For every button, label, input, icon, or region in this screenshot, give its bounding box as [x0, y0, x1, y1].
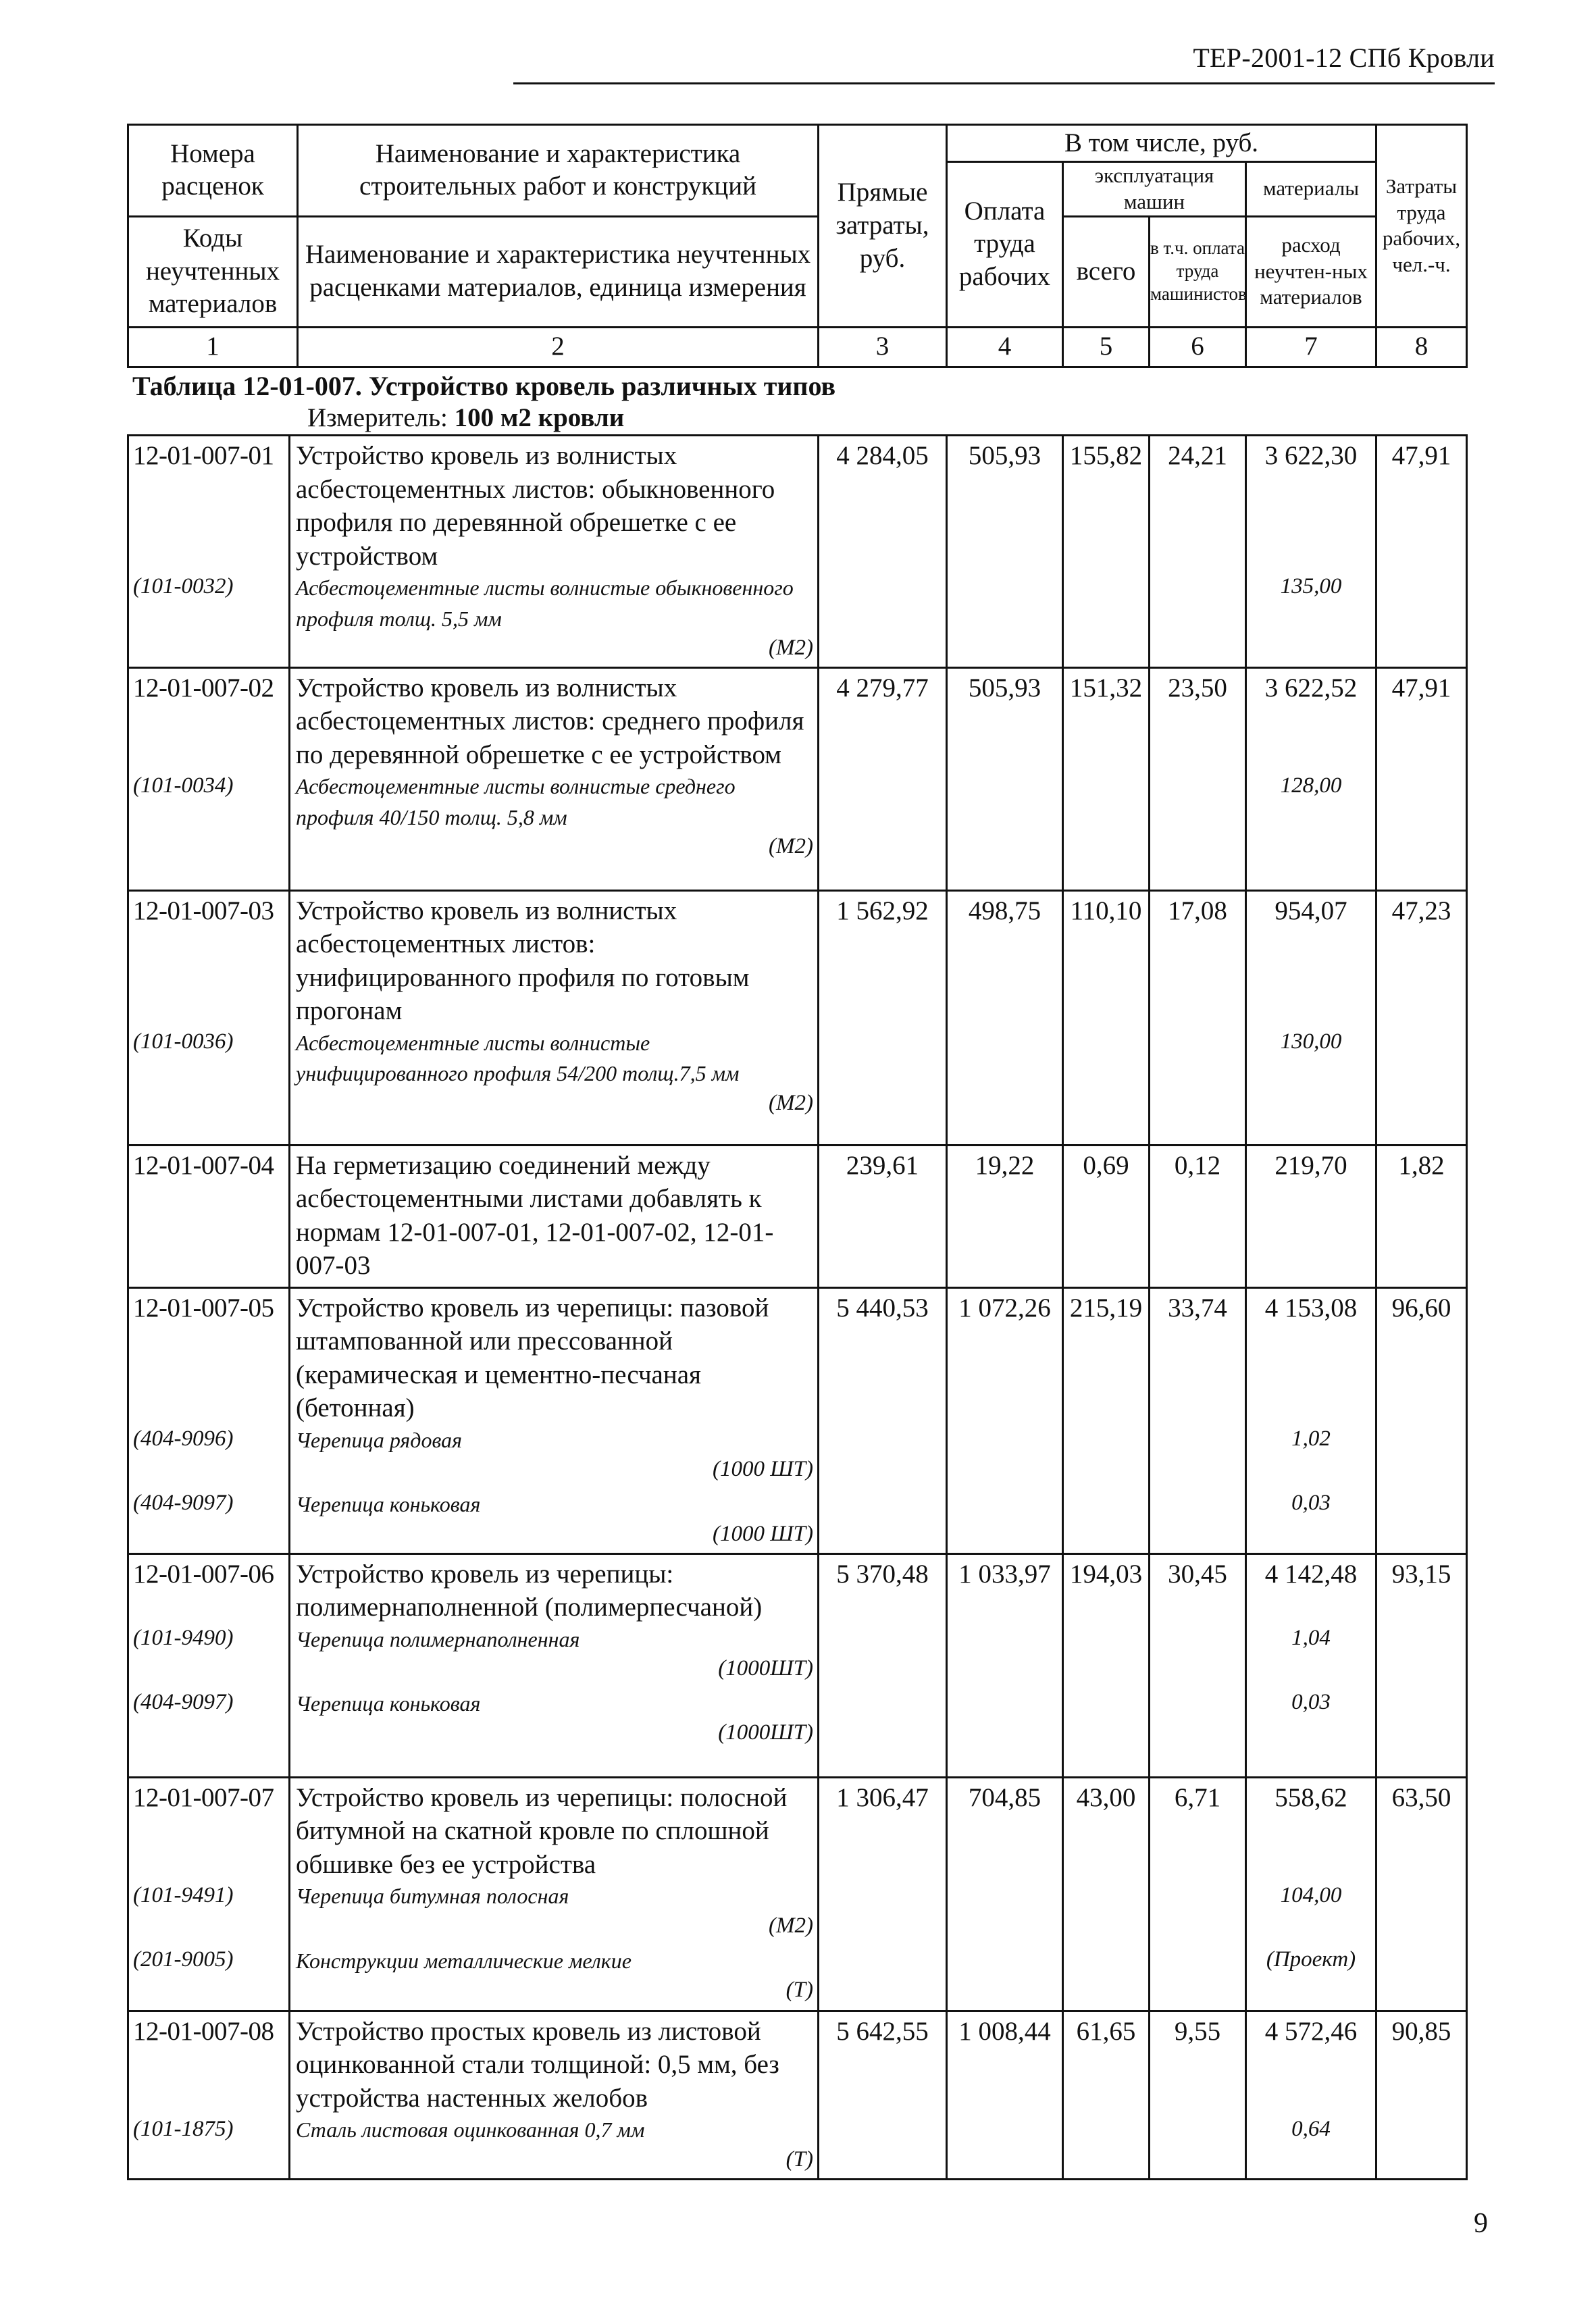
rate-row	[128, 2011, 1467, 2179]
value-v6	[1150, 667, 1246, 890]
value-v8	[1376, 436, 1467, 668]
rate-code: 12-01-007-06	[133, 1559, 274, 1589]
rate-row	[128, 436, 1467, 668]
cell-value: 90,85	[1391, 2016, 1451, 2046]
value-v8	[1376, 1553, 1467, 1777]
material-code: (404-9096)	[133, 1426, 234, 1451]
material-code: (101-0032)	[133, 574, 234, 598]
rate-row	[128, 1777, 1467, 2011]
rate-code-cell	[128, 436, 290, 668]
header-machines-operators: в т.ч. оплата труда машинистов	[1150, 216, 1246, 327]
cell-value: 47,91	[1391, 441, 1451, 470]
cell-value: 110,10	[1070, 896, 1142, 925]
cell-value: 194,03	[1069, 1559, 1143, 1589]
rate-code: 12-01-007-02	[133, 673, 274, 702]
material-quantity: 135,00	[1280, 574, 1342, 598]
rate-code-cell	[128, 1777, 290, 2011]
unit-label: Измеритель:	[307, 403, 448, 432]
cell-value: 6,71	[1174, 1782, 1221, 1812]
cell-value: 239,61	[846, 1150, 919, 1180]
material-name: Черепица коньковая	[296, 1691, 481, 1716]
rate-code: 12-01-007-03	[133, 896, 274, 925]
value-v5	[1063, 1553, 1150, 1777]
rate-description: Устройство кровель из волнистых асбестоцементных листов: унифицированного профиля по готовым прогонам	[296, 896, 750, 1026]
cell-value: 0,12	[1174, 1150, 1221, 1180]
value-v7	[1246, 1553, 1376, 1777]
value-v8	[1376, 667, 1467, 890]
value-v3	[819, 2011, 947, 2179]
rate-description-cell	[290, 1287, 819, 1553]
value-v6	[1150, 1145, 1246, 1287]
cell-value: 215,19	[1069, 1293, 1143, 1322]
table-unit	[307, 403, 624, 433]
rate-description-cell	[290, 1145, 819, 1287]
material-code: (404-9097)	[133, 1689, 234, 1714]
value-v3	[819, 436, 947, 668]
value-v4	[947, 1145, 1063, 1287]
cell-value: 19,22	[975, 1150, 1035, 1180]
cell-value: 558,62	[1275, 1782, 1347, 1812]
cell-value: 43,00	[1076, 1782, 1136, 1812]
value-v7	[1246, 1287, 1376, 1553]
material-name: Асбестоцементные листы волнистые среднего профиля 40/150 толщ. 5,8 мм	[296, 774, 736, 829]
header-materials: материалы	[1246, 162, 1376, 217]
value-v8	[1376, 890, 1467, 1145]
value-v7	[1246, 436, 1376, 668]
rate-description-cell	[290, 890, 819, 1145]
header-machines-total: всего	[1063, 216, 1150, 327]
rate-description-cell	[290, 2011, 819, 2179]
rate-description: Устройство кровель из черепицы: полимернаполненной (полимерпесчаной)	[296, 1559, 763, 1622]
material-name: Асбестоцементные листы волнистые обыкновенного профиля толщ. 5,5 мм	[296, 575, 794, 631]
rate-code: 12-01-007-07	[133, 1782, 274, 1812]
material-unit: (1000 ШТ)	[713, 1457, 813, 1482]
value-v7	[1246, 890, 1376, 1145]
header-col1-bottom: Коды неучтенных материалов	[128, 216, 298, 327]
value-v5	[1063, 890, 1150, 1145]
cell-value: 1 033,97	[958, 1559, 1051, 1589]
cell-value: 47,23	[1391, 896, 1451, 925]
header-col2-bottom: Наименование и характеристика неучтенных расценками материалов, единица измерения	[298, 216, 819, 327]
cell-value: 61,65	[1076, 2016, 1136, 2046]
value-v6	[1150, 1287, 1246, 1553]
material-code: (101-0034)	[133, 773, 234, 798]
material-unit: (М2)	[769, 635, 813, 660]
rate-code: 12-01-007-05	[133, 1293, 274, 1322]
material-unit: (Т)	[786, 1977, 813, 2002]
col-number: 6	[1150, 327, 1246, 367]
cell-value: 1 562,92	[836, 896, 929, 925]
cell-value: 30,45	[1168, 1559, 1227, 1589]
rate-code: 12-01-007-04	[133, 1150, 274, 1180]
material-unit: (М2)	[769, 1913, 813, 1938]
col-number: 1	[128, 327, 298, 367]
rate-description: На герметизацию соединений между асбестоцементными листами добавлять к нормам 12-01-007-01, 12-01-007-02, 12-01-007-03	[296, 1150, 774, 1281]
rate-row	[128, 1287, 1467, 1553]
header-col2-top: Наименование и характеристика строительных работ и конструкций	[298, 125, 819, 217]
value-v4	[947, 1287, 1063, 1553]
cell-value: 5 642,55	[836, 2016, 929, 2046]
cell-value: 219,70	[1275, 1150, 1347, 1180]
cell-value: 33,74	[1168, 1293, 1227, 1322]
rate-code: 12-01-007-08	[133, 2016, 274, 2046]
table-title: Таблица 12-01-007. Устройство кровель различных типов	[132, 371, 836, 401]
value-v4	[947, 1777, 1063, 2011]
rate-description: Устройство простых кровель из листовой оцинкованной стали толщиной: 0,5 мм, без устройства настенных желобов	[296, 2016, 779, 2113]
rate-description: Устройство кровель из волнистых асбестоцементных листов: среднего профиля по деревянной обрешетке с ее устройством	[296, 673, 804, 769]
material-quantity: 0,64	[1291, 2116, 1331, 2141]
material-code: (101-0036)	[133, 1029, 234, 1054]
material-quantity: 130,00	[1280, 1029, 1342, 1054]
value-v6	[1150, 1553, 1246, 1777]
material-name: Асбестоцементные листы волнистые унифицированного профиля 54/200 толщ.7,5 мм	[296, 1030, 740, 1086]
rate-code: 12-01-007-01	[133, 441, 274, 470]
value-v3	[819, 667, 947, 890]
page-number: 9	[1474, 2208, 1488, 2239]
material-name: Сталь листовая оцинкованная 0,7 мм	[296, 2117, 645, 2142]
value-v6	[1150, 890, 1246, 1145]
material-unit: (1000ШТ)	[718, 1720, 813, 1745]
cell-value: 505,93	[968, 673, 1041, 702]
material-name: Черепица коньковая	[296, 1492, 481, 1517]
material-quantity: 1,02	[1291, 1426, 1331, 1451]
value-v4	[947, 667, 1063, 890]
cell-value: 4 572,46	[1264, 2016, 1358, 2046]
rate-code-cell	[128, 667, 290, 890]
col-number: 8	[1376, 327, 1467, 367]
value-v7	[1246, 2011, 1376, 2179]
rate-description: Устройство кровель из черепицы: полосной битумной на скатной кровле по сплошной обшивке без ее устройства	[296, 1782, 788, 1879]
material-unit: (М2)	[769, 1090, 813, 1115]
material-quantity: 0,03	[1291, 1689, 1331, 1714]
material-code: (101-1875)	[133, 2116, 234, 2141]
material-code: (101-9490)	[133, 1625, 234, 1650]
value-v3	[819, 890, 947, 1145]
cell-value: 3 622,30	[1264, 441, 1358, 470]
value-v4	[947, 2011, 1063, 2179]
col-number: 3	[819, 327, 947, 367]
value-v6	[1150, 2011, 1246, 2179]
cell-value: 4 284,05	[836, 441, 929, 470]
rate-code-cell	[128, 1553, 290, 1777]
value-v4	[947, 1553, 1063, 1777]
rate-row	[128, 1145, 1467, 1287]
value-v5	[1063, 1287, 1150, 1553]
material-code: (404-9097)	[133, 1490, 234, 1515]
rate-row	[128, 1553, 1467, 1777]
material-name: Конструкции металлические мелкие	[296, 1948, 632, 1973]
value-v3	[819, 1287, 947, 1553]
col-number: 7	[1246, 327, 1376, 367]
cell-value: 1 306,47	[836, 1782, 929, 1812]
cell-value: 1,82	[1398, 1150, 1445, 1180]
rate-row	[128, 890, 1467, 1145]
material-quantity: 0,03	[1291, 1490, 1331, 1515]
value-v5	[1063, 2011, 1150, 2179]
rate-description-cell	[290, 1777, 819, 2011]
cell-value: 3 622,52	[1264, 673, 1358, 702]
material-name: Черепица битумная полосная	[296, 1884, 569, 1909]
value-v5	[1063, 1145, 1150, 1287]
cell-value: 63,50	[1391, 1782, 1451, 1812]
header-including: В том числе, руб.	[947, 125, 1376, 162]
cell-value: 17,08	[1168, 896, 1227, 925]
material-unit: (1000ШТ)	[718, 1656, 813, 1681]
header-labor-pay: Оплата труда рабочих	[947, 162, 1063, 328]
cell-value: 4 142,48	[1264, 1559, 1358, 1589]
rate-code-cell	[128, 2011, 290, 2179]
value-v8	[1376, 1777, 1467, 2011]
value-v7	[1246, 1777, 1376, 2011]
value-v8	[1376, 1287, 1467, 1553]
header-col1-top: Номера расценок	[128, 125, 298, 217]
material-name: Черепица полимернаполненная	[296, 1626, 580, 1651]
header-materials-unaccounted: расход неучтен-ных материалов	[1246, 216, 1376, 327]
cell-value: 498,75	[968, 896, 1041, 925]
cell-value: 1 008,44	[958, 2016, 1051, 2046]
material-unit: (1000 ШТ)	[713, 1521, 813, 1546]
unit-value: 100 м2 кровли	[454, 403, 625, 432]
value-v7	[1246, 1145, 1376, 1287]
cell-value: 23,50	[1168, 673, 1227, 702]
cell-value: 155,82	[1069, 441, 1143, 470]
material-unit: (М2)	[769, 834, 813, 859]
cell-value: 0,69	[1083, 1150, 1129, 1180]
rate-code-cell	[128, 890, 290, 1145]
rate-description-cell	[290, 1553, 819, 1777]
value-v4	[947, 890, 1063, 1145]
header-direct-costs: Прямые затраты, руб.	[819, 125, 947, 328]
cell-value: 24,21	[1168, 441, 1227, 470]
value-v3	[819, 1553, 947, 1777]
cell-value: 9,55	[1174, 2016, 1221, 2046]
cell-value: 1 072,26	[958, 1293, 1051, 1322]
value-v5	[1063, 667, 1150, 890]
material-code: (201-9005)	[133, 1947, 234, 1972]
value-v4	[947, 436, 1063, 668]
rate-row	[128, 667, 1467, 890]
rates-table	[127, 434, 1468, 2180]
value-v3	[819, 1777, 947, 2011]
value-v8	[1376, 1145, 1467, 1287]
material-quantity: 128,00	[1280, 773, 1342, 798]
running-title: ТЕР-2001-12 СПб Кровли	[1193, 43, 1495, 73]
cell-value: 4 279,77	[836, 673, 929, 702]
col-number: 5	[1063, 327, 1150, 367]
cell-value: 704,85	[968, 1782, 1041, 1812]
rate-description: Устройство кровель из волнистых асбестоцементных листов: обыкновенного профиля по деревянной обрешетке с ее устройством	[296, 441, 775, 571]
rate-code-cell	[128, 1287, 290, 1553]
rate-description-cell	[290, 436, 819, 668]
value-v8	[1376, 2011, 1467, 2179]
value-v3	[819, 1145, 947, 1287]
cell-value: 954,07	[1275, 896, 1347, 925]
cell-value: 5 370,48	[836, 1559, 929, 1589]
value-v7	[1246, 667, 1376, 890]
header-rule	[513, 82, 1495, 84]
header-labor-cost: Затраты труда рабочих, чел.-ч.	[1376, 125, 1467, 328]
material-quantity: 1,04	[1291, 1625, 1331, 1650]
col-number: 4	[947, 327, 1063, 367]
cell-value: 4 153,08	[1264, 1293, 1358, 1322]
value-v5	[1063, 1777, 1150, 2011]
cell-value: 5 440,53	[836, 1293, 929, 1322]
material-quantity: 104,00	[1280, 1882, 1342, 1907]
material-unit: (Т)	[786, 2146, 813, 2171]
cell-value: 505,93	[968, 441, 1041, 470]
value-v6	[1150, 436, 1246, 668]
header-machines: эксплуатация машин	[1063, 162, 1246, 217]
material-quantity: (Проект)	[1266, 1947, 1356, 1972]
cell-value: 96,60	[1391, 1293, 1451, 1322]
cell-value: 151,32	[1069, 673, 1143, 702]
cell-value: 93,15	[1391, 1559, 1451, 1589]
cell-value: 47,91	[1391, 673, 1451, 702]
col-number: 2	[298, 327, 819, 367]
rate-description: Устройство кровель из черепицы: пазовой штампованной или прессованной (керамическая и цементно-песчаная (бетонная)	[296, 1293, 769, 1423]
material-code: (101-9491)	[133, 1882, 234, 1907]
rate-description-cell	[290, 667, 819, 890]
column-header-table	[127, 124, 1468, 368]
rate-code-cell	[128, 1145, 290, 1287]
value-v5	[1063, 436, 1150, 668]
value-v6	[1150, 1777, 1246, 2011]
material-name: Черепица рядовая	[296, 1427, 463, 1452]
